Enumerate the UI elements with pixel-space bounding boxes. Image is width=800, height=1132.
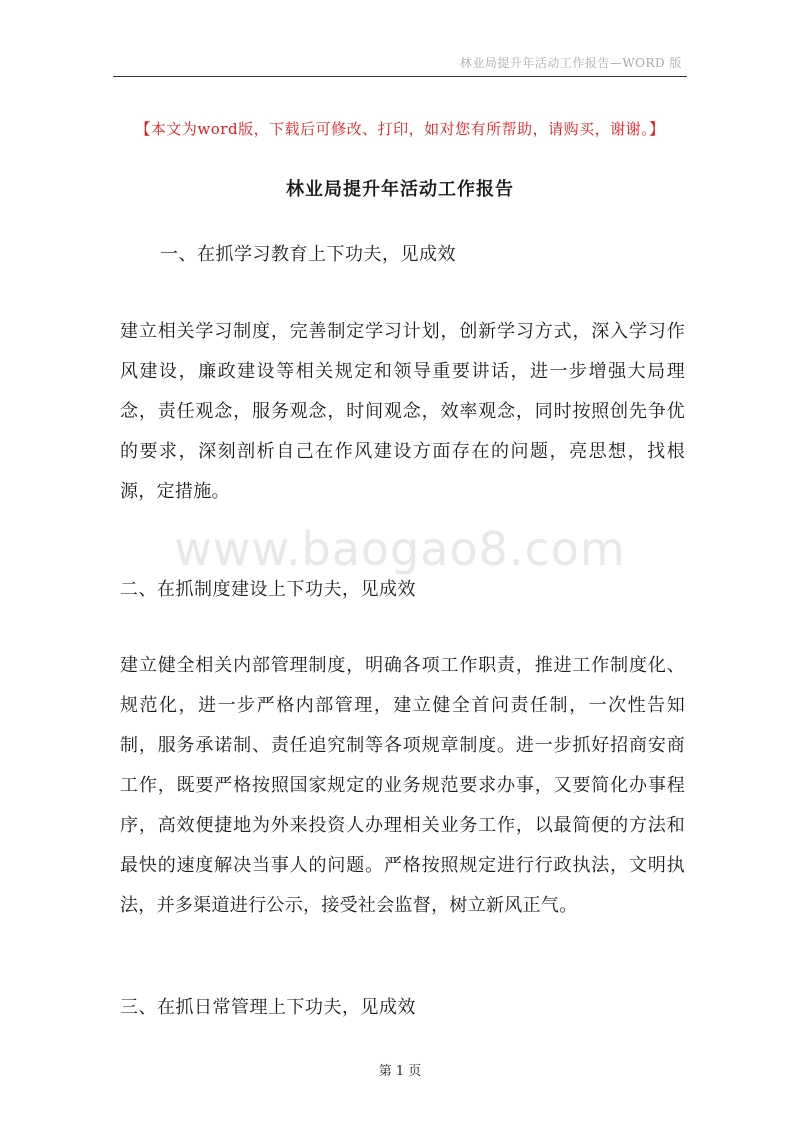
running-header: 林业局提升年活动工作报告—WORD 版 xyxy=(459,56,682,70)
header-divider xyxy=(113,76,687,77)
section-body-1: 建立相关学习制度，完善制定学习计划，创新学习方式，深入学习作风建设，廉政建设等相关规定和领导重要讲话，进一步增强大局理念，责任观念，服务观念，时间观念，效率观念，同时按照创先争优的要求，深刻剖析自己在作风建设方面存在的问题，亮思想，找根源，定措施。 xyxy=(120,321,685,502)
watermark: www.baogao8.com xyxy=(174,522,626,576)
section-heading-3: 三、在抓日常管理上下功夫，见成效 xyxy=(120,997,416,1018)
purchase-notice: 【本文为word版，下载后可修改、打印，如对您有所帮助，请购买，谢谢。】 xyxy=(135,120,665,138)
page-number: 第 1 页 xyxy=(378,1064,422,1079)
section-body-2: 建立健全相关内部管理制度，明确各项工作职责，推进工作制度化、规范化，进一步严格内部管理，建立健全首问责任制，一次性告知制，服务承诺制、责任追究制等各项规章制度。进一步抓好招商安商工作，既要严格按照国家规定的业务规范要求办事，又要简化办事程序，高效便捷地为外来投资人办理相关业务工作，以最简便的方法和最快的速度解决当事人的问题。严格按照规定进行行政执法，文明执法，并多渠道进行公示，接受社会监督，树立新风正气。 xyxy=(120,655,685,916)
document-title: 林业局提升年活动工作报告 xyxy=(286,179,514,200)
section-heading-1: 一、在抓学习教育上下功夫，见成效 xyxy=(160,244,456,265)
section-heading-2: 二、在抓制度建设上下功夫，见成效 xyxy=(120,579,416,600)
